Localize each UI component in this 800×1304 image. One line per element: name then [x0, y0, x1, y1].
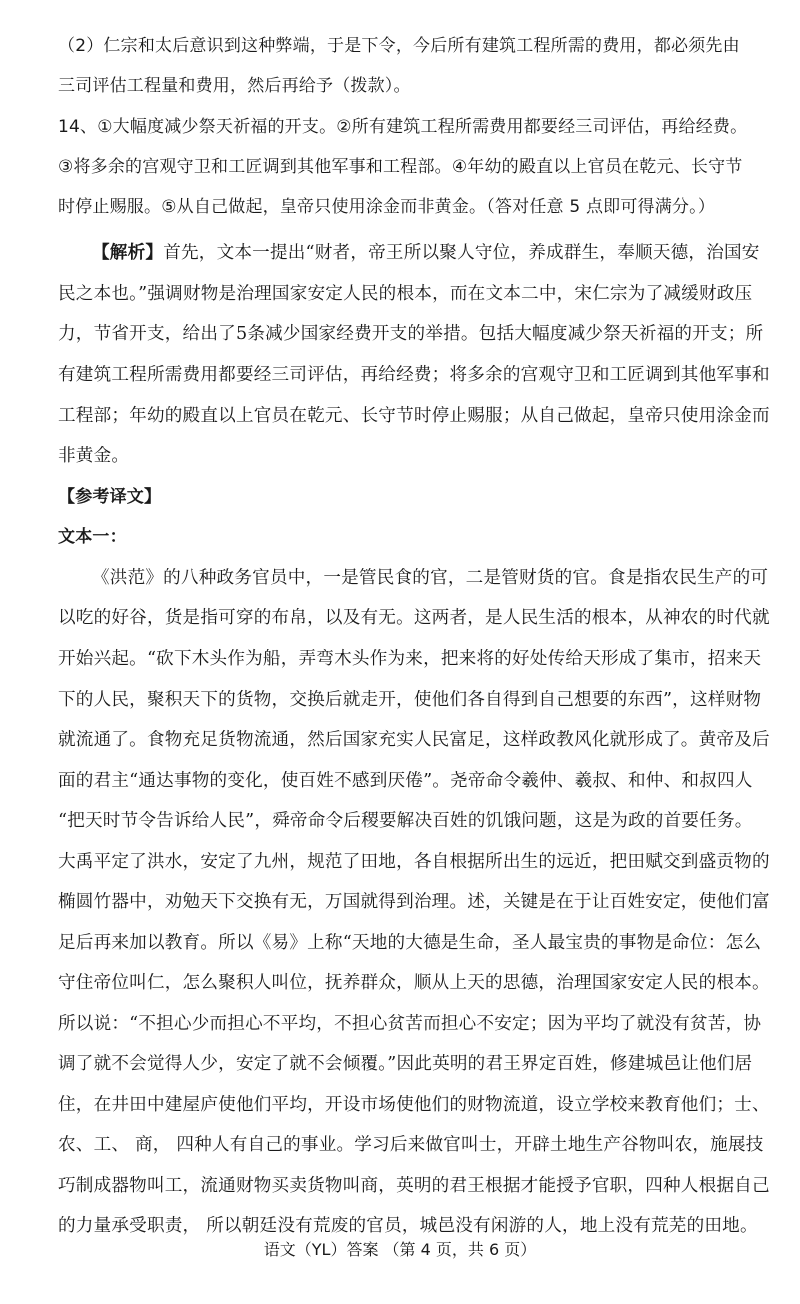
translation-subheading: 文本一：	[58, 527, 127, 547]
translation-line: 农、工、 商， 四种人有自己的事业。学习后来做官叫士，开辟土地生产谷物叫农，施展技	[58, 1135, 764, 1155]
translation-line: 的力量承受职责， 所以朝廷没有荒废的官员，城邑没有闲游的人，地上没有荒芜的田地。	[58, 1216, 758, 1236]
translation-line: 下的人民，聚积天下的货物，交换后就走开，使他们各自得到自己想要的东西”，这样财物	[58, 690, 762, 710]
answer-line: 三司评估工程量和费用，然后再给予（拨款）。	[58, 76, 411, 96]
analysis-line: 民之本也。”强调财物是治理国家安定人民的根本，而在文本二中，宋仁宗为了减缓财政压	[58, 284, 753, 304]
translation-line: 守住帝位叫仁，怎么聚积人叫位，抚养群众，顺从上天的思德，治理国家安定人民的根本。	[58, 973, 770, 993]
translation-line: 住，在井田中建屋庐使他们平均，开设市场使他们的财物流道，设立学校来教育他们；士、	[58, 1095, 770, 1115]
analysis-line: 有建筑工程所需费用都要经三司评估，再给经费；将多余的宫观守卫和工匠调到其他军事和	[58, 365, 770, 385]
answer-line: （2）仁宗和太后意识到这种弊端，于是下令，今后所有建筑工程所需的费用，都必须先由	[58, 36, 740, 56]
translation-line: 开始兴起。“砍下木头作为船，弄弯木头作为来，把来将的好处传给天形成了集市，招来天	[58, 649, 762, 669]
translation-line: 面的君主“通达事物的变化，使百姓不感到厌倦”。尧帝命令羲仲、羲叔、和仲、和叔四人	[58, 771, 753, 791]
translation-line: 巧制成器物叫工，流通财物买卖货物叫商，英明的君王根据才能授予官职，四种人根据自己	[58, 1176, 770, 1196]
analysis-line: 工程部；年幼的殿直以上官员在乾元、长守节时停止赐服；从自己做起，皇帝只使用涂金而	[58, 406, 770, 426]
translation-line: 所以说：“不担心少而担心不平均，不担心贫苦而担心不安定；因为平均了就没有贫苦，协	[58, 1014, 762, 1034]
analysis-heading: 【解析】	[92, 242, 164, 263]
translation-line: 大禹平定了洪水，安定了九州，规范了田地，各自根据所出生的远近，把田赋交到盛贡物的	[58, 852, 770, 872]
translation-line: “把天时节令告诉给人民”，舜帝命令后稷要解决百姓的饥饿问题，这是为政的首要任务。	[58, 811, 753, 831]
answer-line: 时停止赐服。⑤从自己做起，皇帝只使用涂金而非黄金。（答对任意 5 点即可得满分。）	[58, 197, 716, 217]
analysis-text: 首先，文本一提出“财者，帝王所以聚人守位，养成群生，奉顺天德，治国安	[163, 243, 760, 263]
analysis-line: 非黄金。	[58, 446, 130, 466]
translation-line: 《洪范》的八种政务官员中，一是管民食的官，二是管财货的官。食是指农民生产的可	[92, 568, 769, 588]
answer-line: ③将多余的宫观守卫和工匠调到其他军事和工程部。④年幼的殿直以上官员在乾元、长守节	[58, 157, 743, 177]
analysis-first-line	[92, 241, 760, 265]
translation-line: 椭圆竹器中，劝勉天下交换有无，万国就得到治理。述，关键是在于让百姓安定，使他们富	[58, 892, 770, 912]
translation-line: 足后再来加以教育。所以《易》上称“天地的大德是生命，圣人最宝贵的事物是命位：怎么	[58, 933, 762, 953]
answer-line: 14、①大幅度减少祭天祈福的开支。②所有建筑工程所需费用都要经三司评估，再给经费。	[58, 117, 748, 137]
translation-line: 就流通了。食物充足货物流通，然后国家充实人民富足，这样政教风化就形成了。黄帝及后	[58, 730, 770, 750]
translation-line: 调了就不会觉得人少，安定了就不会倾覆。”因此英明的君王界定百姓，修建城邑让他们居	[58, 1054, 753, 1074]
translation-heading: 【参考译文】	[58, 487, 162, 507]
page-footer: 语文（YL）答案 （第 4 页，共 6 页）	[263, 1240, 537, 1259]
translation-line: 以吃的好谷，货是指可穿的布帛，以及有无。这两者，是人民生活的根本，从神农的时代就	[58, 608, 770, 628]
analysis-line: 力，节省开支，给出了5条减少国家经费开支的举措。包括大幅度减少祭天祈福的开支；所	[58, 324, 764, 344]
